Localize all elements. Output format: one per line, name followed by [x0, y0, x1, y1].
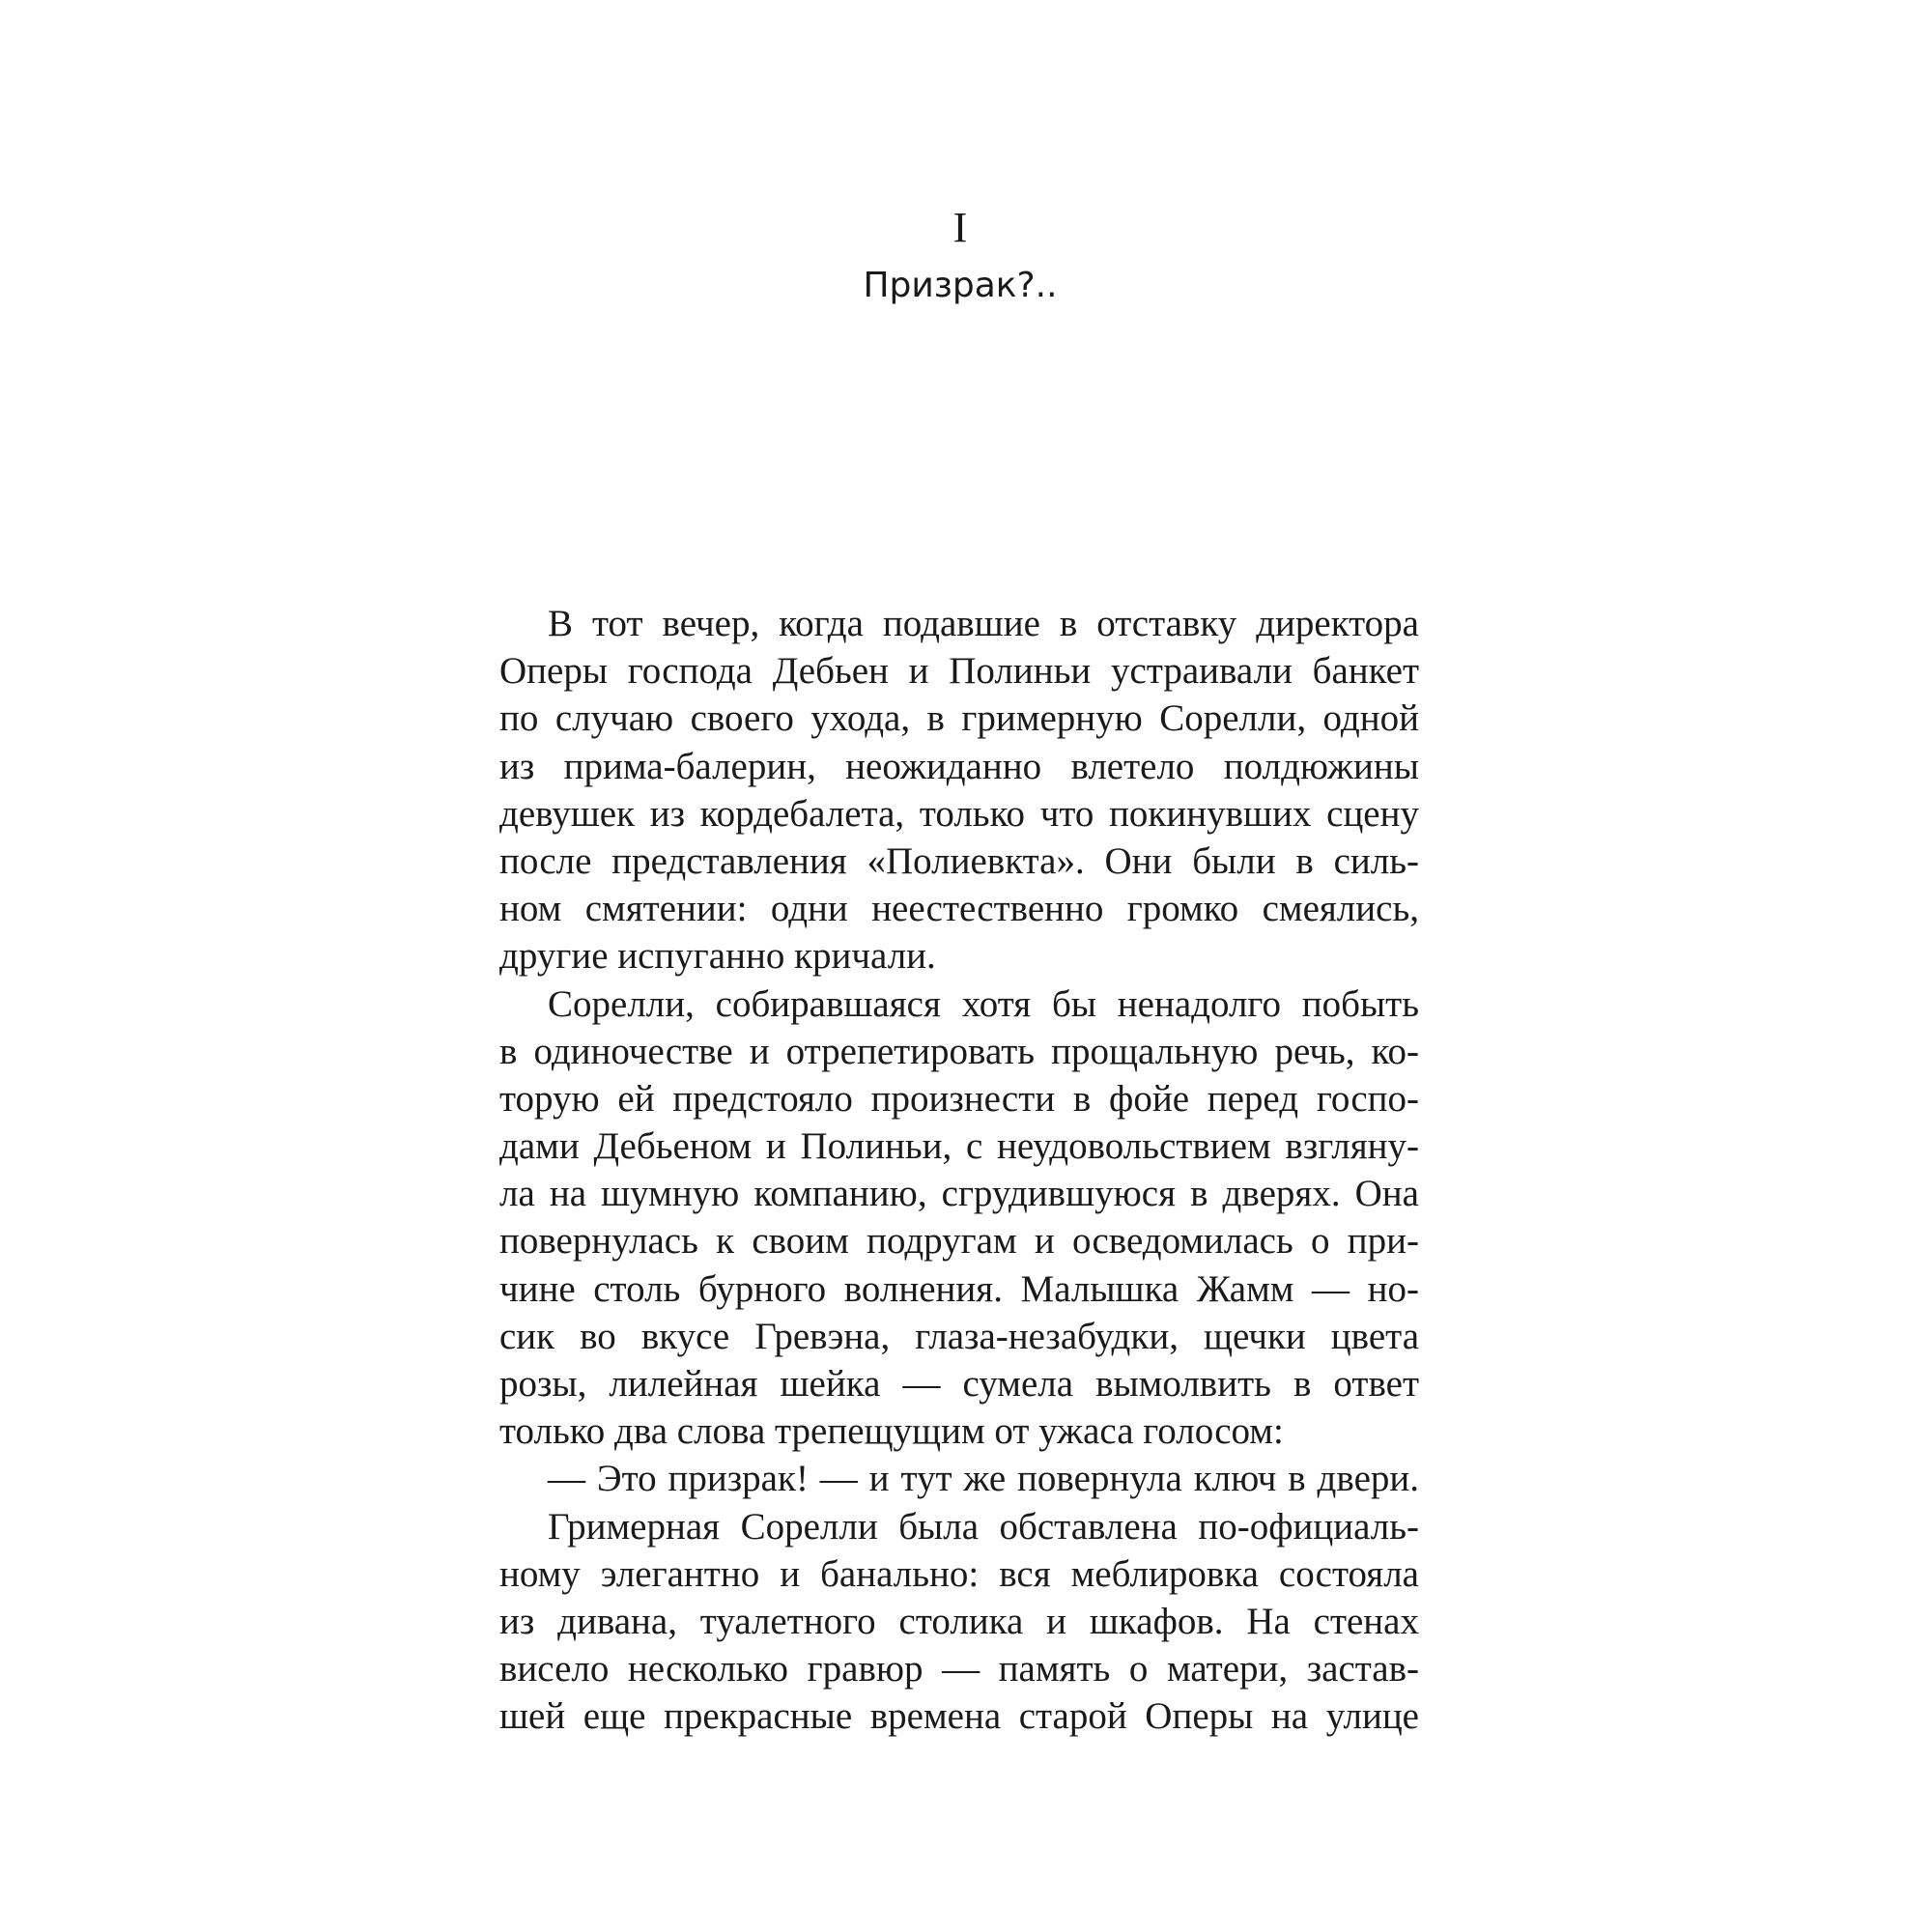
text-line: ном смятении: одни неестественно громко смеялись,	[499, 888, 1419, 930]
body-text	[499, 600, 1419, 1741]
text-line: повернулась к своим подругам и осведомилась о при-	[499, 1220, 1419, 1263]
text-line: ла на шумную компанию, сгрудившуюся в дверях. Она	[499, 1173, 1419, 1215]
chapter-number: I	[952, 204, 968, 251]
text-line: из прима-балерин, неожиданно влетело полдюжины	[499, 745, 1419, 787]
text-line: В тот вечер, когда подавшие в отставку директора	[548, 603, 1419, 644]
text-line: Оперы господа Дебьен и Полиньи устраивали банкет	[499, 650, 1419, 693]
text-line: девушек из кордебалета, только что покинувших сцену	[499, 792, 1419, 835]
text-line: розы, лилейная шейка — сумела вымолвить в ответ	[499, 1363, 1419, 1405]
text-line: висело несколько гравюр — память о матери, застав-	[499, 1648, 1419, 1690]
chapter-title: Призрак?..	[863, 266, 1058, 305]
text-line: ному элегантно и банально: вся меблировка состояла	[499, 1552, 1419, 1595]
text-line: — Это призрак! — и тут же повернула ключ в двери.	[548, 1458, 1419, 1500]
text-line: другие испуганно кричали.	[499, 935, 936, 978]
text-line: в одиночестве и отрепетировать прощальную речь, ко-	[499, 1030, 1419, 1072]
text-line: по случаю своего ухода, в гримерную Сорелли, одной	[499, 697, 1419, 740]
text-line: чине столь бурного волнения. Малышка Жамм — но-	[499, 1267, 1419, 1310]
text-line: Сорелли, собиравшаяся хотя бы ненадолго побыть	[548, 982, 1419, 1025]
text-line: дами Дебьеном и Полиньи, с неудовольствием взгляну-	[499, 1125, 1419, 1168]
text-line: из дивана, туалетного столика и шкафов. На стенах	[499, 1600, 1419, 1642]
text-line: шей еще прекрасные времена старой Оперы на улице	[499, 1695, 1419, 1738]
text-line: Гримерная Сорелли была обставлена по-официаль-	[548, 1505, 1419, 1548]
text-line: сик во вкусе Гревэна, глаза-незабудки, щечки цвета	[499, 1315, 1419, 1357]
text-line: торую ей предстояло произнести в фойе перед госпо-	[499, 1077, 1419, 1120]
text-line: только два слова трепещущим от ужаса голосом:	[499, 1410, 1284, 1453]
text-line: после представления «Полиевкта». Они были в силь-	[499, 839, 1419, 882]
